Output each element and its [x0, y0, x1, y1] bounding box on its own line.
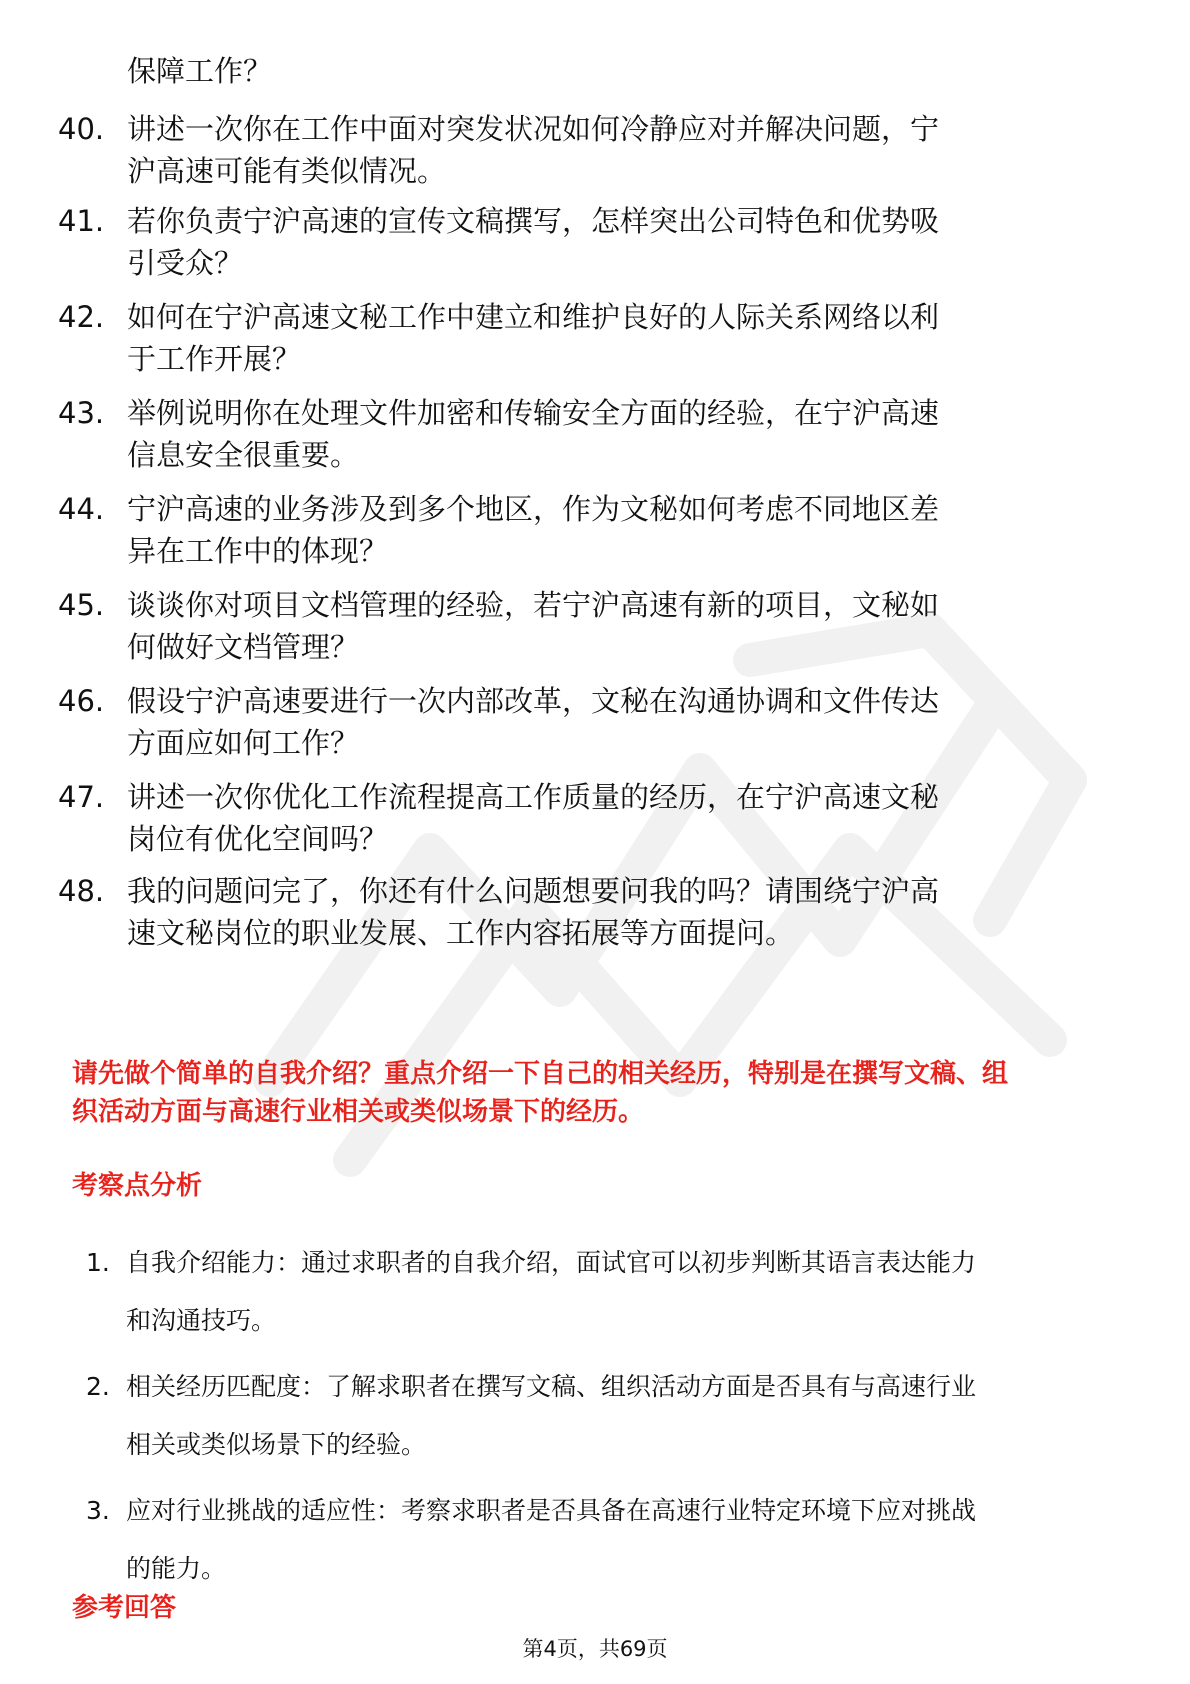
question-line: 假设宁沪高速要进行一次内部改革，文秘在沟通协调和文件传达	[127, 684, 940, 718]
question-line: 如何在宁沪高速文秘工作中建立和维护良好的人际关系网络以利	[127, 300, 940, 334]
analysis-heading: 考察点分析	[72, 1171, 203, 1201]
question-text	[127, 584, 1117, 668]
question-line: 保障工作？	[127, 54, 273, 88]
question-text	[127, 488, 1117, 572]
question-text	[127, 108, 1117, 192]
question-line: 谈谈你对项目文档管理的经验，若宁沪高速有新的项目，文秘如	[127, 588, 940, 622]
analysis-number: 2.	[86, 1372, 110, 1401]
question-line: 沪高速可能有类似情况。	[127, 154, 447, 188]
reference-heading: 参考回答	[72, 1593, 177, 1623]
question-line: 信息安全很重要。	[127, 438, 360, 472]
question-line: 岗位有优化空间吗？	[127, 822, 389, 856]
question-text	[127, 50, 1117, 92]
analysis-text	[126, 1234, 1126, 1350]
question-line: 若你负责宁沪高速的宣传文稿撰写，怎样突出公司特色和优势吸	[127, 204, 940, 238]
question-line: 讲述一次你优化工作流程提高工作质量的经历，在宁沪高速文秘	[127, 780, 940, 814]
question-line: 我的问题问完了，你还有什么问题想要问我的吗？请围绕宁沪高	[127, 874, 940, 908]
question-line: 何做好文档管理？	[127, 630, 360, 664]
question-number: 41.	[58, 204, 105, 238]
question-line: 宁沪高速的业务涉及到多个地区，作为文秘如何考虑不同地区差	[127, 492, 940, 526]
question-line: 速文秘岗位的职业发展、工作内容拓展等方面提问。	[127, 916, 795, 950]
analysis-number: 1.	[86, 1248, 110, 1277]
page-footer: 第4页，共69页	[522, 1637, 668, 1661]
analysis-line: 相关经历匹配度：了解求职者在撰写文稿、组织活动方面是否具有与高速行业	[126, 1372, 977, 1401]
question-text	[127, 392, 1117, 476]
question-text	[127, 776, 1117, 860]
question-number: 42.	[58, 300, 105, 334]
question-line: 引受众？	[127, 246, 244, 280]
question-number: 45.	[58, 588, 105, 622]
analysis-line: 自我介绍能力：通过求职者的自我介绍，面试官可以初步判断其语言表达能力	[126, 1248, 977, 1277]
question-line: 讲述一次你在工作中面对突发状况如何冷静应对并解决问题，宁	[127, 112, 940, 146]
featured-question-line: 请先做个简单的自我介绍？重点介绍一下自己的相关经历，特别是在撰写文稿、组	[72, 1059, 1009, 1089]
question-line: 异在工作中的体现？	[127, 534, 389, 568]
analysis-line: 应对行业挑战的适应性：考察求职者是否具备在高速行业特定环境下应对挑战	[126, 1496, 977, 1525]
question-number: 46.	[58, 684, 105, 718]
analysis-line: 和沟通技巧。	[126, 1306, 277, 1335]
analysis-text	[126, 1482, 1126, 1598]
question-text	[127, 870, 1117, 954]
question-line: 于工作开展？	[127, 342, 302, 376]
analysis-line: 的能力。	[126, 1554, 227, 1583]
question-text	[127, 680, 1117, 764]
analysis-number: 3.	[86, 1496, 110, 1525]
analysis-text	[126, 1358, 1126, 1474]
question-text	[127, 200, 1117, 284]
featured-question	[72, 1055, 1132, 1131]
question-number: 48.	[58, 874, 105, 908]
featured-question-line: 织活动方面与高速行业相关或类似场景下的经历。	[72, 1097, 645, 1127]
question-line: 方面应如何工作？	[127, 726, 360, 760]
question-number: 44.	[58, 492, 105, 526]
question-text	[127, 296, 1117, 380]
analysis-line: 相关或类似场景下的经验。	[126, 1430, 427, 1459]
question-line: 举例说明你在处理文件加密和传输安全方面的经验，在宁沪高速	[127, 396, 940, 430]
question-number: 47.	[58, 780, 105, 814]
question-number: 40.	[58, 112, 105, 146]
question-number: 43.	[58, 396, 105, 430]
